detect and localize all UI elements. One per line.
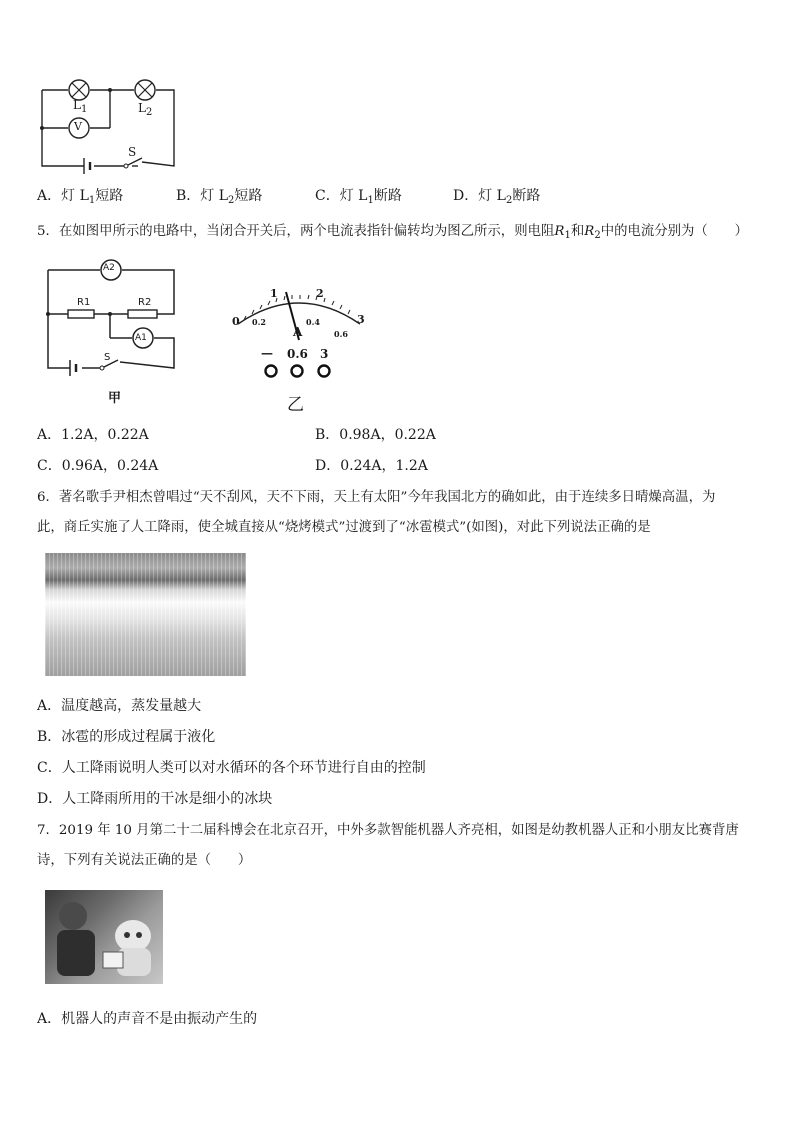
dial-terminals	[262, 362, 334, 380]
dial-tick-02: 0.2	[252, 317, 266, 327]
q4-label-l2: $L_2$	[138, 101, 153, 118]
q7-stem-line1: 7．2019 年 10 月第二十二届科博会在北京召开，中外多款智能机器人齐亮相，如图是幼教机器人正和小朋友比赛背唐	[37, 823, 739, 838]
q6-stem-line2: 此，商丘实施了人工降雨，使全城直接从“烧烤模式”过渡到了“冰雹模式”(如图)，对此下列说法正确的是	[37, 520, 651, 535]
q4-label-s: S	[128, 145, 137, 159]
q4-label-l1: $L_1$	[73, 98, 88, 115]
q5-stem: 5．在如图甲所示的电路中，当闭合开关后，两个电流表指针偏转均为图乙所示，则电阻$R_1$和$R_2$中的电流分别为（ ）	[37, 224, 748, 241]
dial-tick-04: 0.4	[306, 317, 320, 327]
q6-option-d[interactable]: D．人工降雨所用的干冰是细小的冰块	[37, 791, 273, 807]
dial-tick-2: 2	[316, 287, 324, 300]
lamp-l1-icon	[69, 80, 89, 100]
lamp-l2-icon	[135, 80, 155, 100]
resistor-r1-icon	[68, 310, 94, 318]
q5-option-a[interactable]: A．1.2A，0.22A	[37, 427, 149, 443]
dial-tick-06: 0.6	[334, 329, 348, 339]
resistor-r2-icon	[128, 310, 157, 318]
q6-hail-photo	[45, 553, 246, 676]
q5-circuit-diagram	[42, 258, 180, 382]
q5-label-a2: A2	[103, 263, 115, 273]
q5-option-d[interactable]: D．0.24A，1.2A	[315, 458, 428, 474]
robot-silhouette-icon	[45, 890, 163, 984]
q4-label-v: V	[74, 120, 82, 133]
q4-option-d[interactable]: D．灯 $L_2$断路	[453, 188, 541, 206]
q5-label-a1: A1	[135, 333, 147, 343]
dial-tick-3: 3	[357, 313, 365, 326]
terminal-06-label: 0.6	[287, 347, 308, 361]
q5-option-b[interactable]: B．0.98A，0.22A	[315, 427, 436, 443]
dial-tick-1: 1	[270, 287, 278, 300]
q4-circuit-diagram	[36, 76, 181, 174]
q6-option-c[interactable]: C．人工降雨说明人类可以对水循环的各个环节进行自由的控制	[37, 760, 426, 776]
q4-option-b[interactable]: B．灯 $L_2$短路	[176, 188, 263, 206]
terminal-minus-label: —	[261, 346, 273, 360]
q6-stem-line1: 6．著名歌手尹相杰曾唱过“天不刮风，天不下雨，天上有太阳”今年我国北方的确如此，由于连续多日晴燥高温，为	[37, 490, 716, 505]
q5-label-r1: R1	[77, 297, 91, 308]
q5-label-s: S	[104, 352, 111, 363]
terminal-06-icon	[292, 366, 303, 377]
dial-unit: A	[293, 325, 303, 339]
terminal-3-label: 3	[320, 347, 329, 361]
q7-option-a[interactable]: A．机器人的声音不是由振动产生的	[37, 1011, 258, 1027]
q6-option-b[interactable]: B．冰雹的形成过程属于液化	[37, 729, 216, 745]
q7-robot-photo	[45, 890, 163, 984]
terminal-3-icon	[319, 366, 330, 377]
q4-option-a[interactable]: A．灯 $L_1$短路	[37, 188, 124, 206]
terminal-minus-icon	[266, 366, 277, 377]
q5-caption-yi: 乙	[287, 395, 304, 415]
q4-option-c[interactable]: C．灯 $L_1$断路	[315, 188, 402, 206]
q5-option-c[interactable]: C．0.96A，0.24A	[37, 458, 159, 474]
dial-tick-0: 0	[232, 315, 240, 328]
q5-caption-jia: 甲	[108, 391, 122, 406]
q5-label-r2: R2	[138, 297, 152, 308]
q7-stem-line2: 诗，下列有关说法正确的是（ ）	[37, 853, 252, 868]
q6-option-a[interactable]: A．温度越高，蒸发量越大	[37, 698, 202, 714]
